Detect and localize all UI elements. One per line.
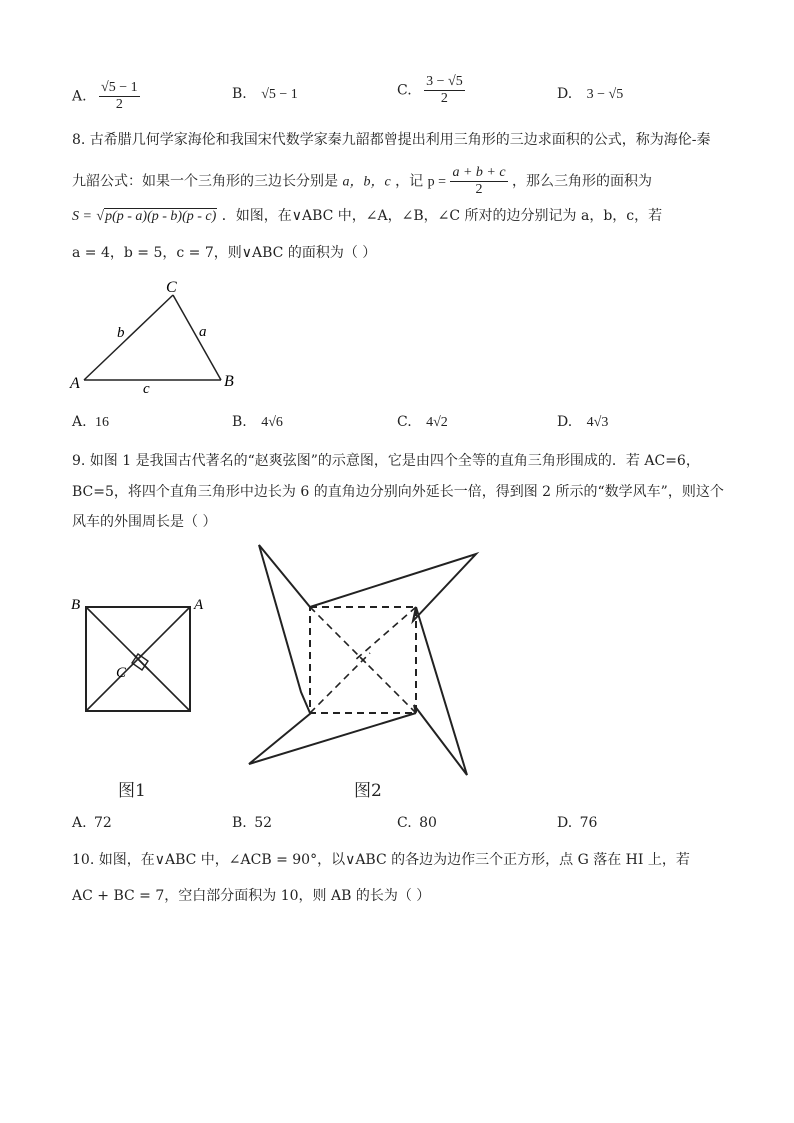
vertex-c-label: C [166,279,177,296]
q8-triangle-figure [60,276,250,396]
option-value: 72 [94,815,112,831]
option-letter: A. [72,88,87,105]
q7-option-a [72,80,140,113]
q9-line-3: 风车的外围周长是（ ） [72,514,217,530]
triangle-edge [134,655,190,711]
fraction-numerator: √5 − 1 [101,80,138,95]
option-letter: B. [232,815,247,831]
dashed-diagonal [359,656,416,713]
q8-option-d [557,414,608,431]
q8-heron-radical: √p(p - a)(p - b)(p - c) [96,209,217,224]
option-value: 4√3 [586,415,609,430]
q10-line-1: 10. 如图，在∨ABC 中，∠ACB = 90°，以∨ABC 的各边为边作三个正方形，点 G 落在 HI 上，若 [72,852,690,868]
option-letter: C. [397,82,412,99]
q8-line-4: a = 4，b = 5，c = 7，则∨ABC 的面积为（ ） [72,245,377,261]
q8-line-1: 8. 古希腊几何学家海伦和我国宋代数学家秦九韶都曾提出利用三角形的三边求面积的公式，称为海伦-秦 [72,132,711,148]
side-a [173,295,221,380]
q9-option-a [72,815,112,831]
vertex-a-label: A [70,375,80,392]
windmill-blade [259,545,310,713]
q9-option-d [557,815,597,831]
fraction-numerator: 3 − √5 [426,74,463,89]
option-letter: B. [232,86,247,102]
option-letter: D. [557,414,573,430]
side-b-label: b [117,325,125,341]
q8-option-c [397,414,448,431]
fraction-denominator: 2 [475,182,483,197]
fig2-caption: 图2 [354,781,382,801]
fig1-label-b: B [71,597,81,613]
fig1-label-a: A [194,597,204,613]
option-value: 80 [419,815,437,831]
fraction [99,80,140,113]
q7-option-b [232,86,298,103]
fraction-numerator: a + b + c [452,165,506,180]
option-letter: B. [232,414,247,430]
q8-p-equals: p = [427,174,446,190]
q9-line-2: BC=5，将四个直角三角形中边长为 6 的直角边分别向外延长一倍，得到图 2 所示的“数学风车”，则这个 [72,484,724,500]
q9-option-b [232,815,272,831]
fig1-label-c: C [116,665,127,681]
fraction-denominator: 2 [115,97,123,112]
q8-p-fraction [450,165,507,198]
q8-line-3-text: ．如图，在∨ABC 中，∠A，∠B，∠C 所对的边分别记为 a，b，c，若 [221,208,663,224]
windmill-blade [310,554,476,621]
option-letter: C. [397,815,412,831]
q7-option-c [397,74,465,107]
option-value: 3 − √5 [586,87,624,102]
q10-line-2: AC + BC = 7，空白部分面积为 10，则 AB 的长为（ ） [72,888,431,904]
q8-line-2 [72,165,652,198]
dashed-diagonal [354,607,416,661]
vertex-b-label: B [224,373,234,390]
q8-variables: a，b，c [342,174,391,190]
q9-figure-1 [66,594,216,724]
q8-line-2-text-b: ，记 [395,173,424,190]
q8-area-symbol: S = [72,209,92,224]
dashed-diagonal [310,653,370,713]
q8-line-3 [72,206,662,227]
q8-option-b [232,414,283,431]
windmill-blade [249,713,416,764]
q8-option-a [72,414,109,431]
option-letter: D. [557,86,573,102]
option-value: 76 [579,815,598,831]
side-a-label: a [199,324,207,340]
q7-option-d [557,86,623,103]
option-letter: D. [557,815,573,831]
option-value: 16 [95,415,110,430]
option-value: √5 − 1 [261,87,298,102]
q9-line-1: 9. 如图 1 是我国古代著名的“赵爽弦图”的示意图，它是由四个全等的直角三角形围成的．若 AC=6， [72,453,700,469]
fraction [424,74,465,107]
option-letter: A. [72,815,87,831]
q9-figure-2 [244,540,484,780]
option-value: 52 [254,815,273,831]
fraction-denominator: 2 [440,91,448,106]
option-value: 4√6 [261,415,283,430]
windmill-blade [414,607,467,775]
side-c-label: c [143,381,150,396]
triangle-edge [138,607,190,659]
fig1-caption: 图1 [118,781,146,801]
option-letter: A. [72,414,87,430]
q8-line-2-text-c: ，那么三角形的面积为 [512,173,652,190]
q8-line-2-text: 九韶公式：如果一个三角形的三边长分别是 [72,173,338,190]
option-letter: C. [397,414,412,430]
option-value: 4√2 [426,415,448,430]
side-b [84,295,173,380]
q9-option-c [397,815,437,831]
radicand: p(p - a)(p - b)(p - c) [105,209,217,224]
